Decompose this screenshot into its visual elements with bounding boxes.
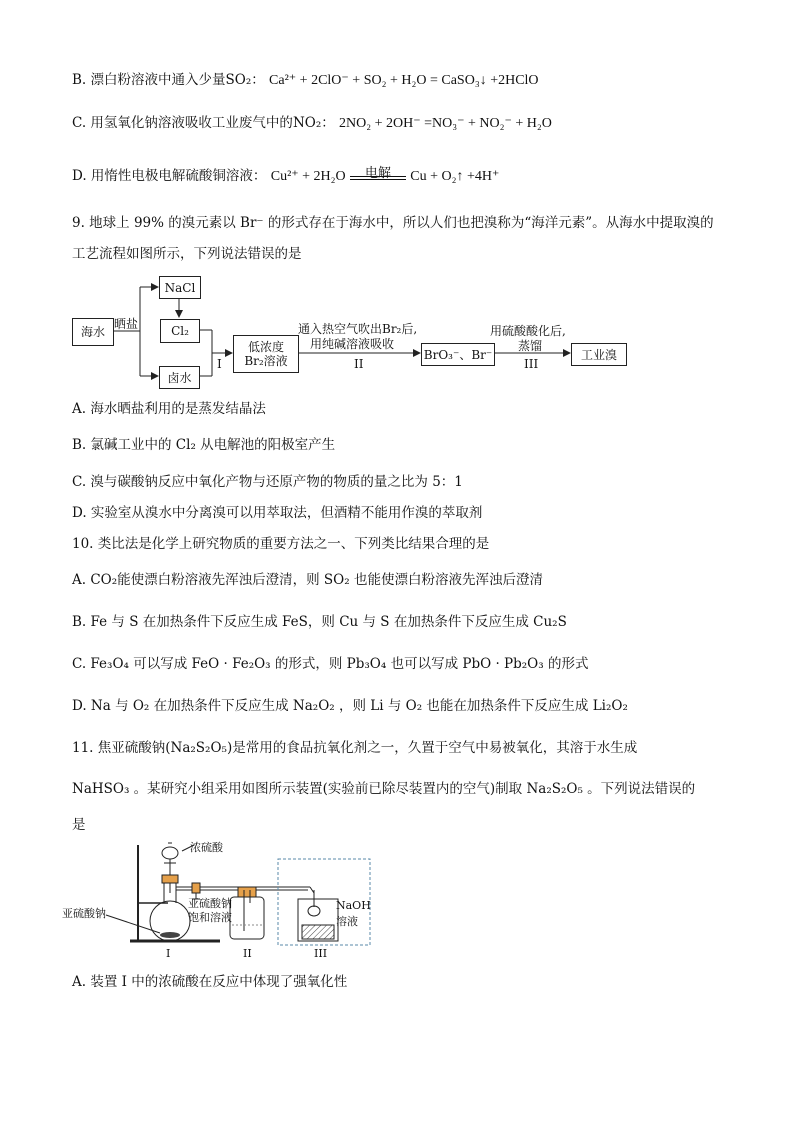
q9-stem-line2: 工艺流程如图所示，下列说法错误的是 bbox=[72, 246, 302, 262]
seawater-box: 海水 bbox=[72, 318, 114, 346]
naoh-line1: NaOH bbox=[336, 899, 371, 912]
step-3-top2: 蒸馏 bbox=[518, 339, 543, 353]
q11-stem-line1: 11. 焦亚硫酸钠(Na₂S₂O₅)是常用的食品抗氧化剂之一，久置于空气中易被氧化，其溶于水生成 bbox=[72, 740, 638, 756]
naoh-line2: 溶液 bbox=[336, 915, 358, 928]
low-bromine-box bbox=[233, 335, 299, 373]
q9-stem-line1: 9. 地球上 99% 的溴元素以 Br⁻ 的形式存在于海水中，所以人们也把溴称为“海洋元素”。从海水中提取溴的 bbox=[72, 215, 714, 231]
q10-option-a: A. CO₂能使漂白粉溶液先浑浊后澄清，则 SO₂ 也能使漂白粉溶液先浑浊后澄清 bbox=[72, 572, 543, 588]
low-bromine-line2: Br₂溶液 bbox=[244, 354, 288, 368]
step-3-label: III bbox=[524, 357, 539, 371]
option-8c-text: C. 用氢氧化钠溶液吸收工业废气中的 bbox=[72, 115, 293, 131]
q9-option-a: A. 海水晒盐利用的是蒸发结晶法 bbox=[72, 401, 266, 417]
equation-8d-left: Cu²⁺ + 2H₂O bbox=[270, 169, 346, 184]
q10-stem: 10. 类比法是化学上研究物质的重要方法之一、下列类比结果合理的是 bbox=[72, 536, 490, 552]
step-2-top1: 通入热空气吹出Br₂后, bbox=[298, 322, 418, 336]
q10-option-b: B. Fe 与 S 在加热条件下反应生成 FeS，则 Cu 与 S 在加热条件下反应生成 Cu₂S bbox=[72, 614, 567, 630]
condition-text: 电解 bbox=[364, 166, 391, 181]
cl2-box: Cl₂ bbox=[160, 319, 200, 343]
so2-label: SO₂： bbox=[225, 72, 265, 88]
step-3-top1: 用硫酸酸化后, bbox=[490, 324, 566, 338]
option-8d-text: D. 用惰性电极电解硫酸铜溶液： bbox=[72, 168, 267, 184]
q10-option-d: D. Na 与 O₂ 在加热条件下反应生成 Na₂O₂ ，则 Li 与 O₂ 也能在加热条件下反应生成 Li₂O₂ bbox=[72, 698, 628, 714]
sat-solution-line2: 饱和溶液 bbox=[188, 911, 232, 924]
no2-label: NO₂： bbox=[292, 115, 335, 131]
q11-stem-line2: NaHSO₃ 。某研究小组采用如图所示装置(实验前已除尽装置内的空气)制取 Na₂S₂O₅ 。下列说法错误的 bbox=[72, 781, 696, 797]
step-2-label: II bbox=[354, 357, 364, 371]
step-1-label: I bbox=[217, 357, 222, 371]
apparatus-diagram bbox=[60, 835, 390, 965]
conc-acid-label: 浓硫酸 bbox=[190, 841, 223, 854]
apparatus-label-3: III bbox=[314, 947, 328, 960]
sulfite-label: 亚硫酸钠 bbox=[62, 907, 106, 920]
flow-lines bbox=[0, 0, 794, 400]
q10-option-c: C. Fe₃O₄ 可以写成 FeO · Fe₂O₃ 的形式，则 Pb₃O₄ 也可以写成 PbO · Pb₂O₃ 的形式 bbox=[72, 656, 589, 672]
sun-salt-label: 晒盐 bbox=[114, 317, 139, 331]
equation-8d-right: Cu + O₂↑ +4H⁺ bbox=[410, 169, 500, 184]
low-bromine-line1: 低浓度 bbox=[247, 340, 284, 354]
apparatus-label-1: I bbox=[166, 947, 171, 960]
q9-option-c: C. 溴与碳酸钠反应中氧化产物与还原产物的物质的量之比为 5：1 bbox=[72, 474, 463, 490]
equation-8c: 2NO₂ + 2OH⁻ =NO₃⁻ + NO₂⁻ + H₂O bbox=[339, 116, 552, 131]
equation-8b: Ca²⁺ + 2ClO⁻ + SO₂ + H₂O = CaSO₃↓ +2HClO bbox=[269, 73, 539, 88]
q9-option-d: D. 实验室从溴水中分离溴可以用萃取法，但酒精不能用作溴的萃取剂 bbox=[72, 505, 483, 521]
flow-diagram bbox=[0, 0, 794, 400]
apparatus-label-2: II bbox=[243, 947, 252, 960]
q9-option-b: B. 氯碱工业中的 Cl₂ 从电解池的阳极室产生 bbox=[72, 437, 336, 453]
q11-option-a: A. 装置 I 中的浓硫酸在反应中体现了强氧化性 bbox=[72, 974, 348, 990]
sat-solution-line1: 亚硫酸钠 bbox=[188, 897, 232, 910]
step-2-top2: 用纯碱溶液吸收 bbox=[310, 337, 395, 351]
bro3-box: BrO₃⁻、Br⁻ bbox=[421, 343, 495, 366]
industrial-bromine-box: 工业溴 bbox=[571, 343, 627, 366]
nacl-box: NaCl bbox=[159, 276, 201, 299]
brine-box: 卤水 bbox=[159, 366, 200, 389]
option-8b-text: B. 漂白粉溶液中通入少量 bbox=[72, 72, 226, 88]
q11-stem-line3: 是 bbox=[72, 817, 86, 833]
